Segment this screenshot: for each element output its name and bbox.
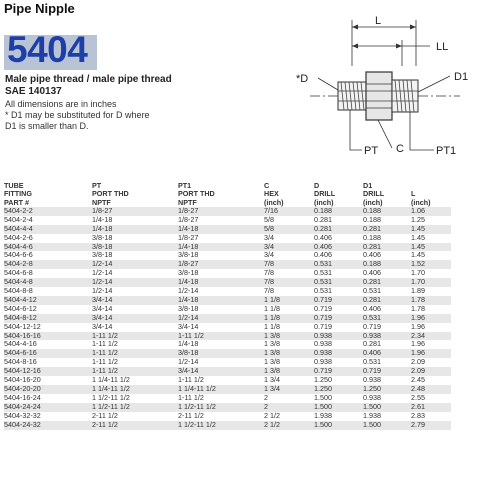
pt-cell: 3/4-14 bbox=[92, 323, 178, 332]
d1-cell: 0.531 bbox=[363, 358, 411, 367]
part-number-cell: 5404-8-16 bbox=[4, 358, 92, 367]
note-substitution-cont: D1 is smaller than D. bbox=[5, 121, 89, 131]
d1-cell: 1.250 bbox=[363, 385, 411, 394]
pt1-cell: 3/4-14 bbox=[178, 367, 264, 376]
l-cell: 1.89 bbox=[411, 287, 451, 296]
hex-cell: 7/8 bbox=[264, 269, 314, 278]
hex-cell: 1 3/8 bbox=[264, 367, 314, 376]
table-header-row bbox=[4, 182, 451, 207]
pt1-cell: 1/8-27 bbox=[178, 207, 264, 216]
l-cell: 2.34 bbox=[411, 332, 451, 341]
d1-cell: 0.281 bbox=[363, 225, 411, 234]
table-row bbox=[4, 260, 451, 269]
hex-cell: 3/4 bbox=[264, 251, 314, 260]
hex-cell: 2 bbox=[264, 394, 314, 403]
d1-cell: 0.719 bbox=[363, 323, 411, 332]
d1-cell: 0.406 bbox=[363, 269, 411, 278]
d-cell: 0.938 bbox=[314, 340, 363, 349]
label-pt1: PT1 bbox=[436, 145, 457, 157]
table-row bbox=[4, 269, 451, 278]
d-cell: 0.938 bbox=[314, 332, 363, 341]
header-d: D DRILL (inch) bbox=[314, 182, 363, 207]
d1-leader bbox=[418, 76, 450, 92]
pt-cell: 1 1/4-11 1/2 bbox=[92, 376, 178, 385]
table-row bbox=[4, 278, 451, 287]
pt-cell: 2-11 1/2 bbox=[92, 412, 178, 421]
pt1-cell: 2-11 1/2 bbox=[178, 412, 264, 421]
hex-cell: 2 1/2 bbox=[264, 421, 314, 430]
pt1-cell: 1/4-18 bbox=[178, 225, 264, 234]
table-row bbox=[4, 394, 451, 403]
pt-cell: 1/2-14 bbox=[92, 287, 178, 296]
table-row bbox=[4, 251, 451, 260]
pt1-cell: 1/4-18 bbox=[178, 243, 264, 252]
pt1-cell: 1-11 1/2 bbox=[178, 394, 264, 403]
c-leader bbox=[378, 120, 392, 148]
pt-cell: 3/4-14 bbox=[92, 305, 178, 314]
l-cell: 1.52 bbox=[411, 260, 451, 269]
l-cell: 2.45 bbox=[411, 376, 451, 385]
pt-cell: 1/4-18 bbox=[92, 225, 178, 234]
hex-cell: 1 3/8 bbox=[264, 340, 314, 349]
d-cell: 1.500 bbox=[314, 394, 363, 403]
l-cell: 2.83 bbox=[411, 412, 451, 421]
hex-cell: 1 3/8 bbox=[264, 332, 314, 341]
table-row bbox=[4, 216, 451, 225]
part-number-cell: 5404-16-24 bbox=[4, 394, 92, 403]
pt-leader bbox=[350, 110, 362, 150]
pt1-cell: 3/8-18 bbox=[178, 251, 264, 260]
part-number: 5404 bbox=[7, 29, 88, 70]
l-cell: 2.55 bbox=[411, 394, 451, 403]
part-number-cell: 5404-32-32 bbox=[4, 412, 92, 421]
pt-cell: 1 1/2-11 1/2 bbox=[92, 403, 178, 412]
hex-cell: 1 1/8 bbox=[264, 305, 314, 314]
table-row bbox=[4, 243, 451, 252]
part-number-cell: 5404-12-16 bbox=[4, 367, 92, 376]
d1-cell: 0.188 bbox=[363, 260, 411, 269]
hex-cell: 1 3/4 bbox=[264, 385, 314, 394]
l-cell: 1.45 bbox=[411, 243, 451, 252]
d1-cell: 0.188 bbox=[363, 234, 411, 243]
pt-cell: 1 1/2-11 1/2 bbox=[92, 394, 178, 403]
d1-cell: 0.938 bbox=[363, 332, 411, 341]
table-row bbox=[4, 305, 451, 314]
part-number-cell: 5404-2-8 bbox=[4, 260, 92, 269]
d-cell: 0.531 bbox=[314, 278, 363, 287]
part-number-cell: 5404-20-20 bbox=[4, 385, 92, 394]
d1-cell: 0.281 bbox=[363, 340, 411, 349]
d1-cell: 0.531 bbox=[363, 287, 411, 296]
d1-cell: 0.406 bbox=[363, 349, 411, 358]
label-pt: PT bbox=[364, 145, 379, 157]
label-d1: D1 bbox=[454, 71, 469, 83]
pt1-cell: 3/8-18 bbox=[178, 269, 264, 278]
hex-cell: 3/4 bbox=[264, 234, 314, 243]
d-leader bbox=[318, 78, 338, 90]
d1-cell: 1.938 bbox=[363, 412, 411, 421]
d-cell: 0.281 bbox=[314, 225, 363, 234]
l-cell: 2.79 bbox=[411, 421, 451, 430]
table-row bbox=[4, 403, 451, 412]
d-cell: 0.938 bbox=[314, 358, 363, 367]
pt-cell: 1-11 1/2 bbox=[92, 340, 178, 349]
d1-cell: 0.281 bbox=[363, 278, 411, 287]
table-row bbox=[4, 340, 451, 349]
hex-body bbox=[366, 72, 392, 120]
part-number-cell: 5404-2-6 bbox=[4, 234, 92, 243]
arrow-icon bbox=[410, 25, 416, 30]
l-cell: 2.09 bbox=[411, 358, 451, 367]
header-d1: D1 DRILL (inch) bbox=[363, 182, 411, 207]
header-pt1: PT1 PORT THD NPTF bbox=[178, 182, 264, 207]
d-cell: 0.281 bbox=[314, 216, 363, 225]
pt-cell: 1/2-14 bbox=[92, 278, 178, 287]
l-cell: 1.25 bbox=[411, 216, 451, 225]
part-number-cell: 5404-24-32 bbox=[4, 421, 92, 430]
l-cell: 1.96 bbox=[411, 323, 451, 332]
d-cell: 1.500 bbox=[314, 403, 363, 412]
pt-cell: 1/2-14 bbox=[92, 260, 178, 269]
part-number-cell: 5404-6-16 bbox=[4, 349, 92, 358]
d1-cell: 0.531 bbox=[363, 314, 411, 323]
table-body bbox=[4, 207, 451, 430]
pt1-cell: 1/2-14 bbox=[178, 358, 264, 367]
hex-cell: 1 1/8 bbox=[264, 296, 314, 305]
pt-cell: 3/4-14 bbox=[92, 314, 178, 323]
l-cell: 1.45 bbox=[411, 234, 451, 243]
table-row bbox=[4, 314, 451, 323]
table-row bbox=[4, 349, 451, 358]
right-thread-body bbox=[392, 80, 418, 112]
hex-cell: 1 1/8 bbox=[264, 323, 314, 332]
pt-cell: 2-11 1/2 bbox=[92, 421, 178, 430]
d1-cell: 0.281 bbox=[363, 243, 411, 252]
l-cell: 1.06 bbox=[411, 207, 451, 216]
pt1-cell: 1/4-18 bbox=[178, 296, 264, 305]
d-cell: 0.719 bbox=[314, 367, 363, 376]
header-tube-fitting: TUBE FITTING PART # bbox=[4, 182, 92, 207]
header-c: C HEX (inch) bbox=[264, 182, 314, 207]
pt1-cell: 1-11 1/2 bbox=[178, 332, 264, 341]
note-substitution: * D1 may be substituted for D where bbox=[5, 110, 150, 120]
pt1-cell: 1/4-18 bbox=[178, 340, 264, 349]
table-row bbox=[4, 207, 451, 216]
hex-cell: 3/4 bbox=[264, 243, 314, 252]
l-cell: 1.70 bbox=[411, 269, 451, 278]
l-cell: 1.70 bbox=[411, 278, 451, 287]
pt1-cell: 1/8-27 bbox=[178, 234, 264, 243]
table-row bbox=[4, 385, 451, 394]
hex-cell: 2 1/2 bbox=[264, 412, 314, 421]
d-cell: 0.531 bbox=[314, 269, 363, 278]
pt1-cell: 1 1/4-11 1/2 bbox=[178, 385, 264, 394]
hex-cell: 1 3/8 bbox=[264, 358, 314, 367]
pt-cell: 1/8-27 bbox=[92, 207, 178, 216]
d-cell: 1.250 bbox=[314, 385, 363, 394]
part-number-cell: 5404-4-16 bbox=[4, 340, 92, 349]
l-cell: 1.45 bbox=[411, 225, 451, 234]
table-row bbox=[4, 421, 451, 430]
d-cell: 0.719 bbox=[314, 314, 363, 323]
hex-cell: 1 3/8 bbox=[264, 349, 314, 358]
d1-cell: 0.719 bbox=[363, 367, 411, 376]
pt1-cell: 3/4-14 bbox=[178, 323, 264, 332]
pt1-cell: 1 1/2-11 1/2 bbox=[178, 421, 264, 430]
d-cell: 0.406 bbox=[314, 251, 363, 260]
d-cell: 0.938 bbox=[314, 349, 363, 358]
pt-cell: 3/8-18 bbox=[92, 234, 178, 243]
d-cell: 0.406 bbox=[314, 243, 363, 252]
label-ll: LL bbox=[436, 41, 449, 53]
pt-cell: 1-11 1/2 bbox=[92, 358, 178, 367]
pt1-cell: 1/2-14 bbox=[178, 287, 264, 296]
d-cell: 0.188 bbox=[314, 207, 363, 216]
pt1-cell: 3/8-18 bbox=[178, 349, 264, 358]
pt-cell: 3/8-18 bbox=[92, 243, 178, 252]
hex-cell: 2 bbox=[264, 403, 314, 412]
d-cell: 0.406 bbox=[314, 234, 363, 243]
d-cell: 0.531 bbox=[314, 287, 363, 296]
arrow-icon bbox=[396, 44, 402, 49]
l-cell: 1.96 bbox=[411, 340, 451, 349]
header-pt: PT PORT THD NPTF bbox=[92, 182, 178, 207]
d1-cell: 0.188 bbox=[363, 207, 411, 216]
table-row bbox=[4, 234, 451, 243]
pt-cell: 1-11 1/2 bbox=[92, 349, 178, 358]
pt1-cell: 1/8-27 bbox=[178, 216, 264, 225]
d1-cell: 1.500 bbox=[363, 403, 411, 412]
l-cell: 1.96 bbox=[411, 349, 451, 358]
part-number-cell: 5404-16-16 bbox=[4, 332, 92, 341]
pt-cell: 3/4-14 bbox=[92, 296, 178, 305]
pt-cell: 1-11 1/2 bbox=[92, 332, 178, 341]
part-number-cell: 5404-8-12 bbox=[4, 314, 92, 323]
d-cell: 1.250 bbox=[314, 376, 363, 385]
table-row bbox=[4, 376, 451, 385]
thread-description: Male pipe thread / male pipe thread bbox=[5, 74, 172, 85]
part-number-cell: 5404-4-4 bbox=[4, 225, 92, 234]
part-number-cell: 5404-4-6 bbox=[4, 243, 92, 252]
part-number-cell: 5404-12-12 bbox=[4, 323, 92, 332]
pt-cell: 3/8-18 bbox=[92, 251, 178, 260]
d1-cell: 0.406 bbox=[363, 305, 411, 314]
part-number-cell: 5404-8-8 bbox=[4, 287, 92, 296]
d-cell: 1.500 bbox=[314, 421, 363, 430]
pt1-cell: 1/2-14 bbox=[178, 314, 264, 323]
l-cell: 1.45 bbox=[411, 251, 451, 260]
table-row bbox=[4, 225, 451, 234]
page-title: Pipe Nipple bbox=[4, 1, 75, 16]
pt1-cell: 1/4-18 bbox=[178, 278, 264, 287]
pt1-cell: 3/8-18 bbox=[178, 305, 264, 314]
d1-cell: 0.938 bbox=[363, 394, 411, 403]
pt-cell: 1/2-14 bbox=[92, 269, 178, 278]
table-row bbox=[4, 367, 451, 376]
part-number-cell: 5404-6-6 bbox=[4, 251, 92, 260]
part-number-cell: 5404-24-24 bbox=[4, 403, 92, 412]
l-cell: 2.09 bbox=[411, 367, 451, 376]
pt1-leader bbox=[410, 112, 434, 150]
hex-cell: 7/8 bbox=[264, 260, 314, 269]
pt-cell: 1 1/4-11 1/2 bbox=[92, 385, 178, 394]
d1-cell: 0.406 bbox=[363, 251, 411, 260]
l-cell: 1.78 bbox=[411, 296, 451, 305]
hex-cell: 1 1/8 bbox=[264, 314, 314, 323]
pt1-cell: 1-11 1/2 bbox=[178, 376, 264, 385]
pipe-nipple-diagram bbox=[290, 0, 478, 170]
table-row bbox=[4, 332, 451, 341]
hex-cell: 1 3/4 bbox=[264, 376, 314, 385]
part-number-cell: 5404-6-8 bbox=[4, 269, 92, 278]
l-cell: 2.61 bbox=[411, 403, 451, 412]
d-cell: 1.938 bbox=[314, 412, 363, 421]
arrow-icon bbox=[352, 25, 358, 30]
pt-cell: 1/4-18 bbox=[92, 216, 178, 225]
part-number-cell: 5404-2-4 bbox=[4, 216, 92, 225]
d-cell: 0.719 bbox=[314, 296, 363, 305]
l-cell: 1.96 bbox=[411, 314, 451, 323]
sae-number: SAE 140137 bbox=[5, 86, 62, 97]
pt1-cell: 1/8-27 bbox=[178, 260, 264, 269]
table-row bbox=[4, 287, 451, 296]
table-row bbox=[4, 412, 451, 421]
l-cell: 1.78 bbox=[411, 305, 451, 314]
table-row bbox=[4, 358, 451, 367]
d1-cell: 0.281 bbox=[363, 296, 411, 305]
table-row bbox=[4, 296, 451, 305]
pt1-cell: 1 1/2-11 1/2 bbox=[178, 403, 264, 412]
hex-cell: 5/8 bbox=[264, 216, 314, 225]
specification-table bbox=[4, 182, 451, 430]
header-l: L (inch) bbox=[411, 182, 451, 207]
hex-cell: 7/8 bbox=[264, 278, 314, 287]
note-dimensions: All dimensions are in inches bbox=[5, 99, 117, 109]
pt-cell: 1-11 1/2 bbox=[92, 367, 178, 376]
label-c: C bbox=[396, 143, 404, 155]
part-number-cell: 5404-2-2 bbox=[4, 207, 92, 216]
table-row bbox=[4, 323, 451, 332]
arrow-icon bbox=[352, 44, 358, 49]
label-d: *D bbox=[296, 73, 309, 85]
hex-cell: 5/8 bbox=[264, 225, 314, 234]
part-number-cell: 5404-4-8 bbox=[4, 278, 92, 287]
hex-cell: 7/8 bbox=[264, 287, 314, 296]
label-l: L bbox=[375, 15, 382, 27]
part-number-cell: 5404-4-12 bbox=[4, 296, 92, 305]
d-cell: 0.531 bbox=[314, 260, 363, 269]
hex-cell: 7/16 bbox=[264, 207, 314, 216]
l-cell: 2.48 bbox=[411, 385, 451, 394]
part-number-cell: 5404-16-20 bbox=[4, 376, 92, 385]
d1-cell: 1.500 bbox=[363, 421, 411, 430]
d1-cell: 0.188 bbox=[363, 216, 411, 225]
d-cell: 0.719 bbox=[314, 323, 363, 332]
d-cell: 0.719 bbox=[314, 305, 363, 314]
d1-cell: 0.938 bbox=[363, 376, 411, 385]
part-number-cell: 5404-6-12 bbox=[4, 305, 92, 314]
